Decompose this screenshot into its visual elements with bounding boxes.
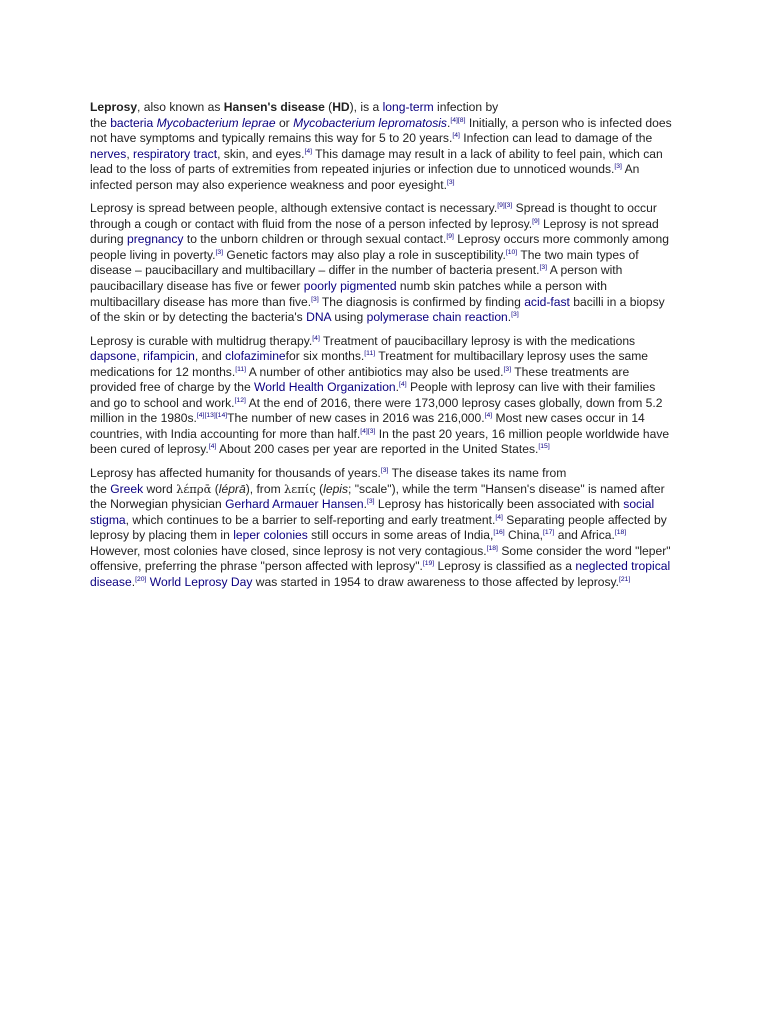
wiki-link[interactable]: World Health Organization xyxy=(254,380,396,395)
wiki-link[interactable]: nerves xyxy=(90,146,127,161)
citation-ref-link[interactable]: [4] xyxy=(312,334,320,342)
citation-ref-link[interactable]: [4] xyxy=(304,147,313,155)
body-text: The number of new cases in 2016 was 216,000. xyxy=(227,411,485,426)
body-text: People with leprosy can live with their families and go to school and work. xyxy=(90,380,656,410)
wiki-link[interactable]: acid-fast xyxy=(524,294,570,309)
body-text: Leprosy occurs more commonly among people living in poverty. xyxy=(90,232,669,262)
body-text: This damage may result in a lack of ability to feel pain, which can lead to the loss of parts of extremities from repeated injuries or infection due to unnoticed wounds. xyxy=(90,146,663,177)
wiki-link[interactable]: rifampicin xyxy=(143,349,195,364)
wiki-link[interactable]: Mycobacterium lepromatosis xyxy=(293,115,447,130)
body-text: Leprosy is not spread during xyxy=(90,216,659,247)
citation-ref-link[interactable]: [4] xyxy=(484,412,493,420)
body-text: , xyxy=(126,146,134,161)
citation-ref-link[interactable]: [20] xyxy=(135,575,147,583)
citation-ref-link[interactable]: [18] xyxy=(486,544,498,552)
citation-ref-link[interactable]: [11] xyxy=(364,350,376,358)
citation-ref-link[interactable]: [3] xyxy=(614,163,622,171)
body-text: using xyxy=(330,310,367,325)
body-text: numb skin patches while a person with multibacillary disease has more than five. xyxy=(90,279,607,309)
body-text: These treatments are provided free of charge by the xyxy=(90,364,630,395)
body-text: Leprosy is spread between people, although extensive contact is necessary. xyxy=(90,201,498,216)
wiki-link[interactable]: Mycobacterium leprae xyxy=(156,115,276,130)
citation-ref-link[interactable]: [4] xyxy=(399,381,407,389)
wiki-link[interactable]: social stigma xyxy=(90,497,655,527)
body-text: . xyxy=(363,497,367,512)
body-text: A number of other antibiotics may also be used. xyxy=(246,364,504,379)
paragraph-history xyxy=(90,466,678,590)
body-text: The diagnosis is confirmed by finding xyxy=(318,294,525,309)
paragraph-intro xyxy=(90,100,678,193)
paragraph-treatment xyxy=(90,334,678,458)
citation-ref-link[interactable]: [19] xyxy=(422,560,435,568)
body-text: The disease takes its name from xyxy=(388,466,567,481)
body-text: Most new cases occur in 14 countries, with India accounting for more than half. xyxy=(90,411,645,441)
article-body xyxy=(90,100,678,598)
body-text: bacilli in a biopsy of the skin or by detecting the bacteria's xyxy=(90,294,665,325)
body-text: , which continues to be a barrier to self-reporting and early treatment. xyxy=(125,512,496,527)
citation-ref-link[interactable]: [4][13][14] xyxy=(196,412,228,420)
body-text: the xyxy=(90,115,111,130)
greek-word: λεπίς xyxy=(284,481,316,496)
body-text: ), is a xyxy=(349,100,383,114)
body-text: and Africa. xyxy=(554,528,615,543)
citation-ref-link[interactable]: [3] xyxy=(511,311,519,319)
citation-ref-link[interactable]: [11] xyxy=(235,365,247,373)
body-text: Leprosy has historically been associated with xyxy=(374,497,624,512)
citation-ref-link[interactable]: [17] xyxy=(543,529,555,537)
body-text: Leprosy has affected humanity for thousands of years. xyxy=(90,466,381,481)
citation-ref-link[interactable]: [9][3] xyxy=(497,202,513,210)
body-text: ( xyxy=(324,100,333,114)
citation-ref-link[interactable]: [21] xyxy=(619,575,631,583)
wiki-link[interactable]: leper colonies xyxy=(233,528,308,543)
bold-term: Leprosy xyxy=(90,100,138,114)
body-text: A person with paucibacillary disease has five or fewer xyxy=(90,263,623,294)
citation-ref-link[interactable]: [3] xyxy=(380,467,389,475)
body-text: Spread is thought to occur through a cough or contact with fluid from the nose of a person infected by leprosy. xyxy=(90,201,657,231)
citation-ref-link[interactable]: [9] xyxy=(532,217,540,225)
citation-ref-link[interactable]: [12] xyxy=(234,396,246,404)
body-text: the xyxy=(90,481,111,496)
citation-ref-link[interactable]: [3] xyxy=(215,248,224,256)
body-text: infection by xyxy=(433,100,499,114)
citation-ref-link[interactable]: [4][3] xyxy=(360,427,376,435)
bold-term: Hansen's disease xyxy=(223,100,325,114)
body-text: still occurs in some areas of India, xyxy=(307,528,494,543)
body-text: , xyxy=(136,349,144,364)
body-text: léprā xyxy=(218,481,246,496)
citation-ref-link[interactable]: [4] xyxy=(452,132,460,140)
body-text: , also known as xyxy=(137,100,224,114)
citation-ref-link[interactable]: [4][8] xyxy=(450,116,466,124)
body-text: Infection can lead to damage of the xyxy=(459,131,653,146)
wiki-link[interactable]: dapsone xyxy=(90,349,137,364)
body-text: or xyxy=(275,115,294,130)
body-text: China, xyxy=(504,528,544,543)
wiki-link[interactable]: bacteria xyxy=(110,115,154,130)
wiki-link[interactable]: DNA xyxy=(306,310,331,325)
body-text: . xyxy=(131,574,136,589)
body-text: ; "scale"), while the term "Hansen's disease" is named after the Norwegian physician xyxy=(90,481,665,512)
bold-term: HD xyxy=(332,100,350,114)
body-text: , skin, and eyes. xyxy=(217,146,305,161)
body-text: to the unborn children or through sexual contact. xyxy=(183,232,447,247)
body-text: About 200 cases per year are reported in the United States. xyxy=(216,442,539,457)
citation-ref-link[interactable]: [18] xyxy=(614,529,627,537)
body-text: . xyxy=(507,310,512,325)
citation-ref-link[interactable]: [16] xyxy=(493,529,505,537)
citation-ref-link[interactable]: [4] xyxy=(495,513,503,521)
body-text: Genetic factors may also play a role in susceptibility. xyxy=(223,247,506,262)
body-text: . xyxy=(446,115,451,130)
citation-ref-link[interactable]: [3] xyxy=(446,178,455,186)
body-text: In the past 20 years, 16 million people worldwide have been cured of leprosy. xyxy=(90,426,670,457)
wiki-link[interactable]: Gerhard Armauer Hansen xyxy=(225,497,364,512)
body-text: , and xyxy=(194,349,226,364)
body-text: Treatment for multibacillary leprosy uses the same medications for 12 months. xyxy=(90,349,649,379)
body-text: ( xyxy=(315,481,324,496)
wiki-link[interactable]: clofazimine xyxy=(225,349,286,364)
paragraph-transmission xyxy=(90,201,678,325)
body-text: Leprosy is curable with multidrug therapy. xyxy=(90,333,313,348)
citation-ref-link[interactable]: [9] xyxy=(446,233,454,241)
wiki-link[interactable]: neglected tropical disease xyxy=(90,559,671,589)
body-text: The two main types of disease – paucibacillary and multibacillary – differ in the number of bacteria present. xyxy=(90,247,639,278)
wiki-link[interactable]: polymerase chain reaction xyxy=(366,310,508,325)
body-text: Leprosy is classified as a xyxy=(434,559,576,574)
citation-ref-link[interactable]: [4] xyxy=(208,443,217,451)
body-text: However, most colonies have closed, since leprosy is not very contagious. xyxy=(90,543,487,558)
body-text: was started in 1954 to draw awareness to those affected by leprosy. xyxy=(252,574,620,589)
body-text: ( xyxy=(211,481,219,496)
body-text: word xyxy=(143,481,177,496)
body-text: Treatment of paucibacillary leprosy is with the medications xyxy=(319,333,636,348)
body-text: ), from xyxy=(245,481,284,496)
body-text: Separating people affected by leprosy by placing them in xyxy=(90,512,667,543)
wiki-link[interactable]: respiratory tract xyxy=(133,146,218,161)
body-text: Initially, a person who is infected does not have symptoms and typically remains this way for 5 to 20 years. xyxy=(90,115,672,146)
wiki-link[interactable]: pregnancy xyxy=(126,232,184,247)
wiki-link[interactable]: Greek xyxy=(110,481,144,496)
citation-ref-link[interactable]: [15] xyxy=(538,443,550,451)
wiki-link[interactable]: World Leprosy Day xyxy=(149,574,253,589)
greek-word: λέπρᾱ xyxy=(176,481,212,496)
body-text: An infected person may also experience weakness and poor eyesight. xyxy=(90,162,640,192)
citation-ref-link[interactable]: [3] xyxy=(503,365,512,373)
citation-ref-link[interactable]: [3] xyxy=(366,498,375,506)
body-text: for six months. xyxy=(285,349,365,364)
citation-ref-link[interactable]: [10] xyxy=(505,248,518,256)
wiki-link[interactable]: poorly pigmented xyxy=(303,279,397,294)
citation-ref-link[interactable]: [3] xyxy=(311,295,319,303)
body-text: At the end of 2016, there were 173,000 leprosy cases globally, down from 5.2 million in the 1980s. xyxy=(90,395,663,426)
wiki-link[interactable]: long-term xyxy=(382,100,434,114)
citation-ref-link[interactable]: [3] xyxy=(539,264,548,272)
body-text: Some consider the word "leper" offensive, preferring the phrase "person affected with leprosy". xyxy=(90,543,671,574)
body-text: lepis xyxy=(323,481,349,496)
body-text: . xyxy=(395,380,400,395)
